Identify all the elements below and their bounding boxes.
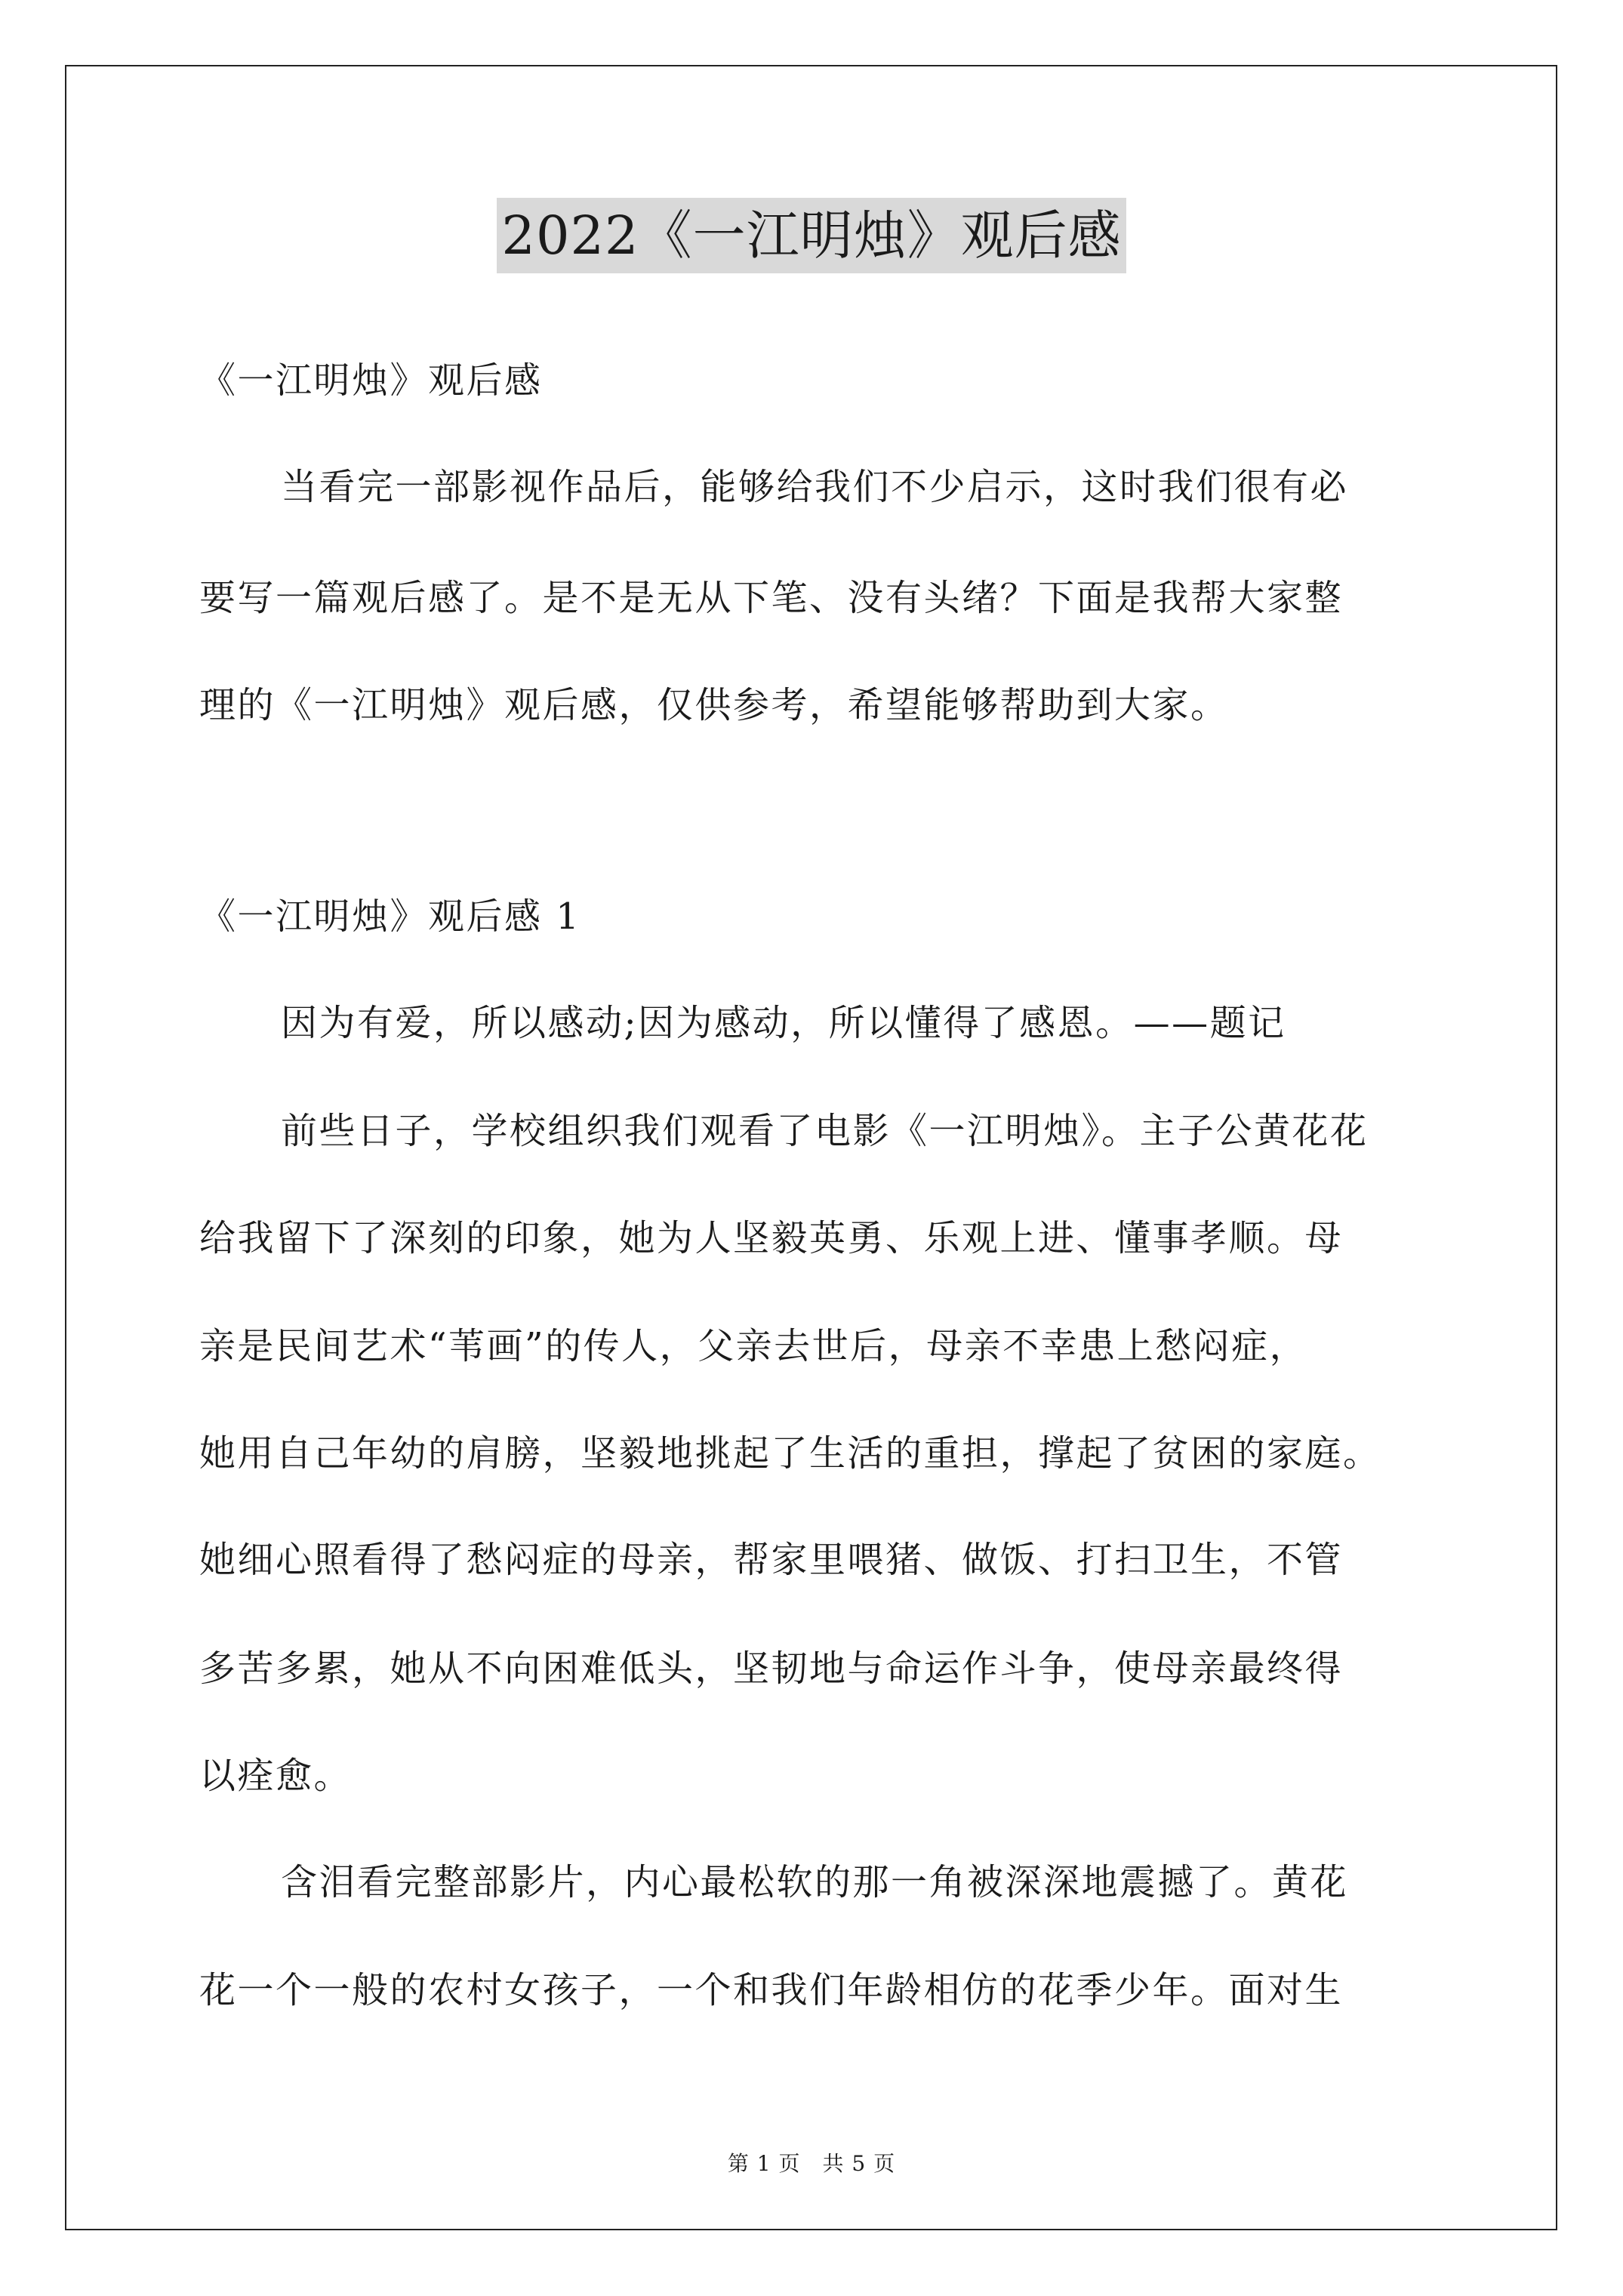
paragraph-line: 多苦多累，她从不向困难低头，坚韧地与命运作斗争，使母亲最终得 xyxy=(199,1647,1344,1690)
paragraph-line: 当看完一部影视作品后，能够给我们不少启示，这时我们很有必 xyxy=(281,466,1349,508)
epigraph-line: 因为有爱，所以感动;因为感动，所以懂得了感恩。——题记 xyxy=(281,1002,1286,1044)
page-number-footer: 第 1 页 共 5 页 xyxy=(727,2151,896,2176)
document-subtitle: 《一江明烛》观后感 xyxy=(199,359,543,402)
paragraph-line: 给我留下了深刻的印象，她为人坚毅英勇、乐观上进、懂事孝顺。母 xyxy=(199,1217,1344,1259)
paragraph-line: 含泪看完整部影片，内心最松软的那一角被深深地震撼了。黄花 xyxy=(281,1861,1349,1903)
paragraph-line: 她用自己年幼的肩膀，坚毅地挑起了生活的重担，撑起了贫困的家庭。 xyxy=(199,1432,1381,1475)
paragraph-line: 她细心照看得了愁闷症的母亲，帮家里喂猪、做饭、打扫卫生，不管 xyxy=(199,1539,1344,1581)
paragraph-line: 以痊愈。 xyxy=(199,1755,353,1797)
paragraph-line: 理的《一江明烛》观后感，仅供参考，希望能够帮助到大家。 xyxy=(199,684,1229,726)
section-heading: 《一江明烛》观后感 1 xyxy=(199,895,581,938)
title-container xyxy=(0,198,1623,273)
paragraph-line: 前些日子，学校组织我们观看了电影《一江明烛》。主子公黄花花 xyxy=(281,1110,1369,1152)
paragraph-line: 要写一篇观后感了。是不是无从下笔、没有头绪？下面是我帮大家整 xyxy=(199,577,1344,619)
paragraph-line: 花一个一般的农村女孩子，一个和我们年龄相仿的花季少年。面对生 xyxy=(199,1969,1344,2011)
document-title: 2022《一江明烛》观后感 xyxy=(497,198,1126,273)
paragraph-line: 亲是民间艺术“苇画”的传人，父亲去世后，母亲不幸患上愁闷症， xyxy=(199,1325,1308,1367)
